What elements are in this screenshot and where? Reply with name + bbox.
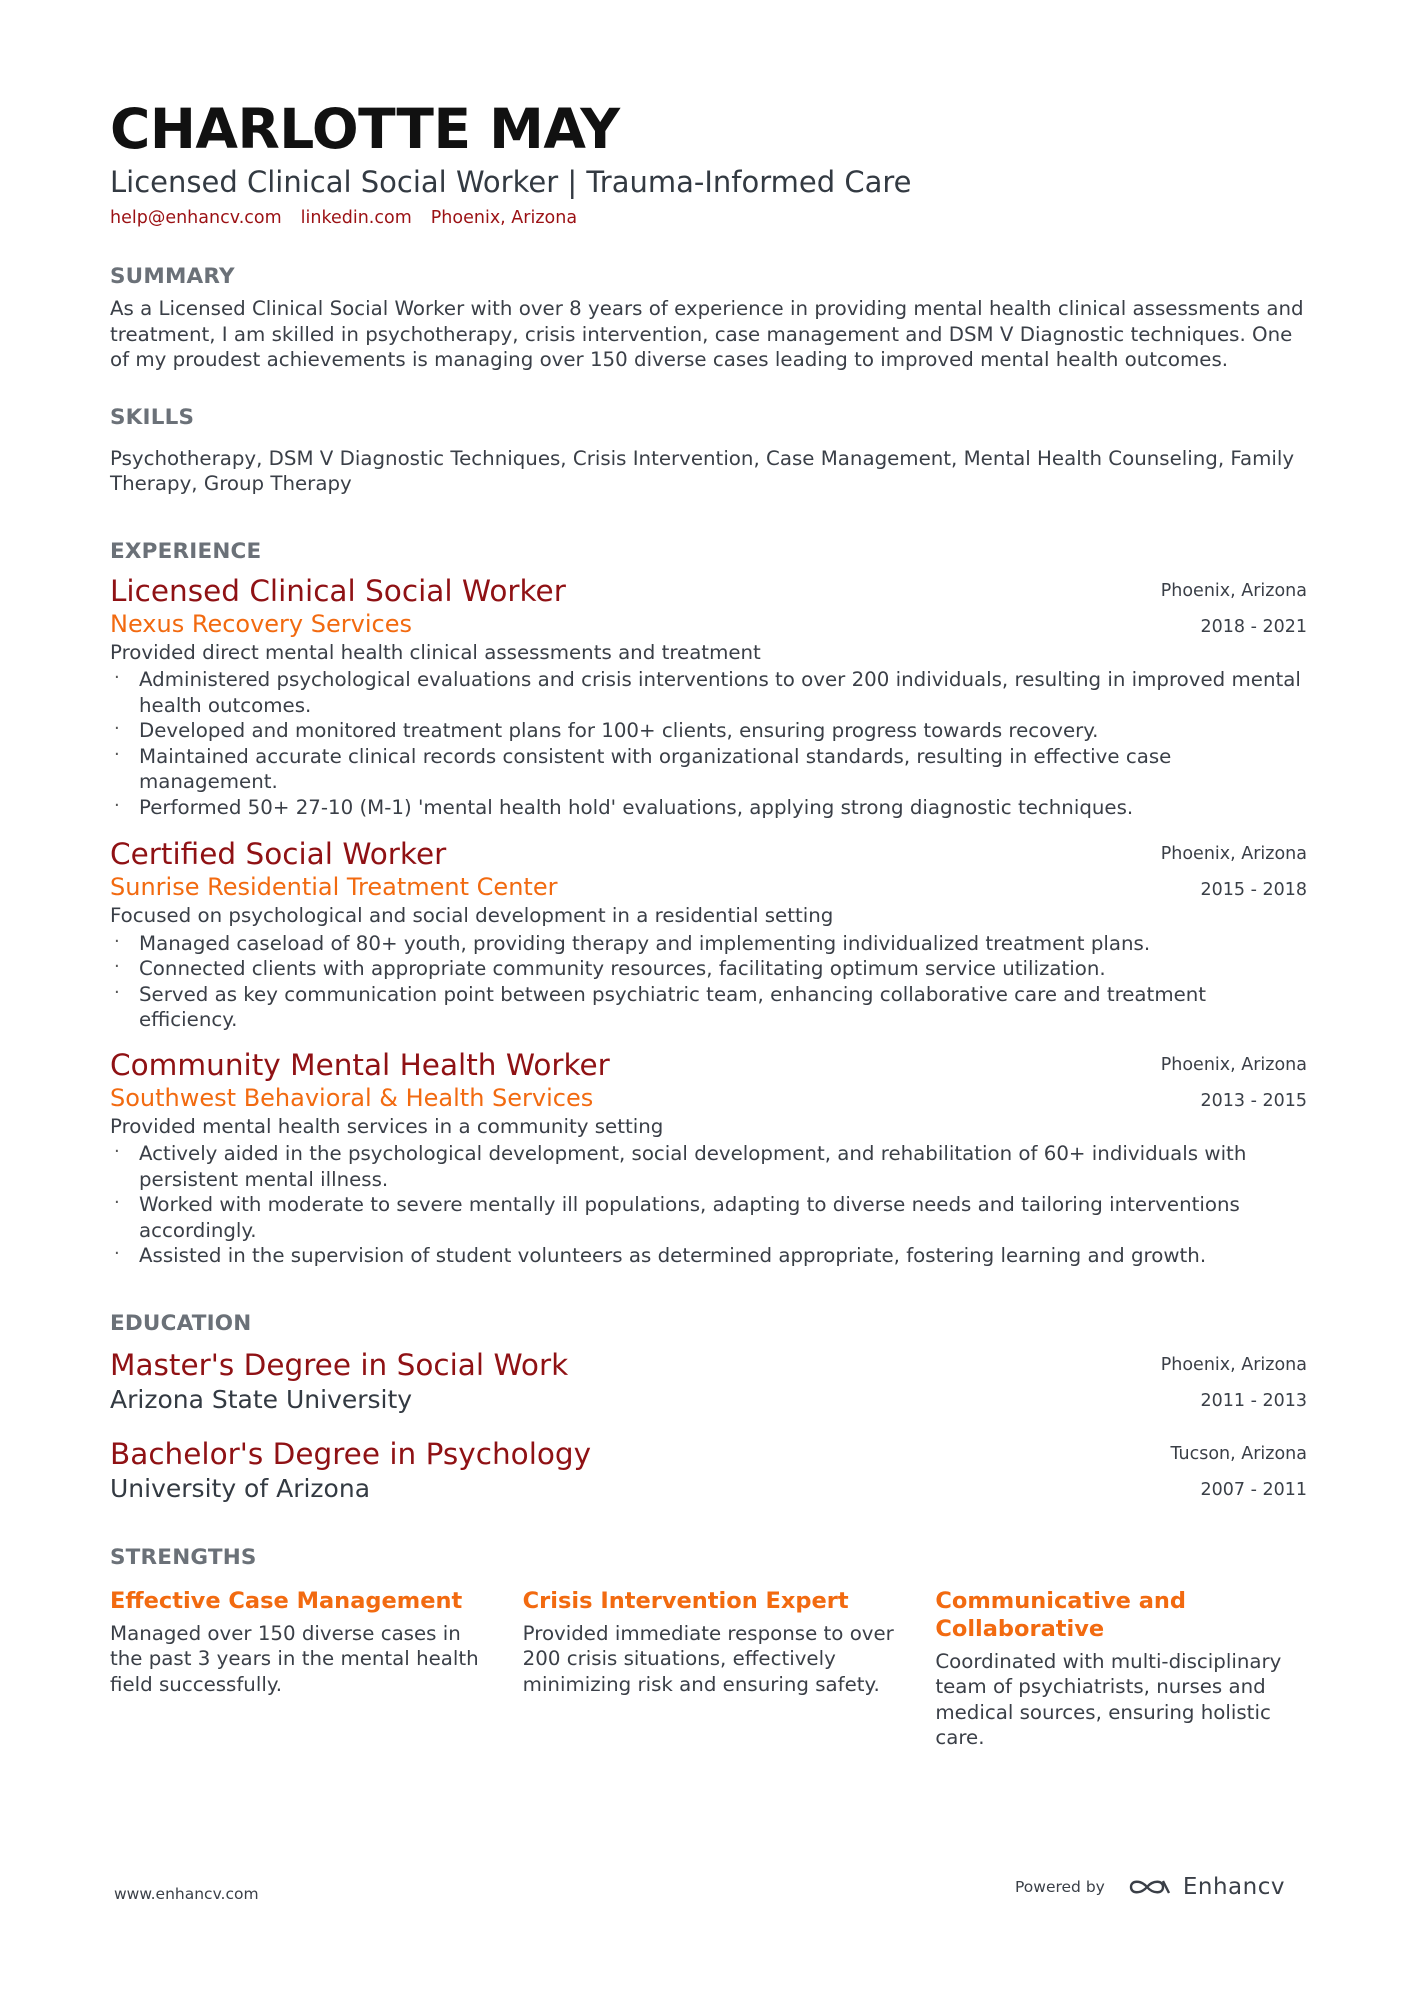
job-location: Phoenix, Arizona xyxy=(1160,580,1307,601)
experience-entry xyxy=(110,836,1307,1033)
job-dates: 2015 - 2018 xyxy=(1200,880,1307,900)
job-bullets xyxy=(110,667,1307,820)
bullet-item: · Administered psychological evaluations and crisis interventions to over 200 individuals, resulting in improved mental health outcomes. xyxy=(110,667,1307,718)
bullet-item: · Served as key communication point between psychiatric team, enhancing collaborative care and treatment efficiency. xyxy=(110,982,1307,1033)
education-section xyxy=(110,1309,1307,1505)
education-entry xyxy=(110,1347,1307,1416)
job-role: Licensed Clinical Social Worker xyxy=(110,573,566,608)
footer-branding xyxy=(1015,1874,1285,1900)
strength-text: Provided immediate response to over 200 crisis situations, effectively minimizing risk and ensuring safety. xyxy=(522,1621,894,1696)
bullet-item: · Assisted in the supervision of student volunteers as determined appropriate, fostering learning and growth. xyxy=(110,1243,1307,1269)
experience-entry xyxy=(110,573,1307,821)
job-company: Sunrise Residential Treatment Center xyxy=(110,873,558,901)
job-meta xyxy=(1161,1047,1307,1119)
job-company: Southwest Behavioral & Health Services xyxy=(110,1083,594,1112)
strength-text: Managed over 150 diverse cases in the past 3 years in the mental health field successfully. xyxy=(110,1621,479,1696)
bullet-item: · Developed and monitored treatment plans for 100+ clients, ensuring progress towards recovery. xyxy=(110,718,1307,744)
job-role: Community Mental Health Worker xyxy=(110,1047,610,1082)
education-dates: 2011 - 2013 xyxy=(1200,1390,1307,1411)
strength-card xyxy=(523,1587,895,1751)
job-meta xyxy=(1161,836,1307,908)
education-meta xyxy=(1170,1436,1307,1508)
strength-card xyxy=(110,1587,482,1751)
job-location: Phoenix, Arizona xyxy=(1160,1054,1307,1075)
strength-title: Crisis Intervention Expert xyxy=(522,1587,849,1614)
job-meta xyxy=(1161,573,1307,645)
job-bullets xyxy=(110,931,1307,1033)
job-location: Phoenix, Arizona xyxy=(1160,844,1307,864)
email-link[interactable]: help@enhancv.com xyxy=(110,208,282,228)
skills-section xyxy=(110,403,1307,497)
footer-website[interactable]: www.enhancv.com xyxy=(114,1885,259,1903)
location-text: Phoenix, Arizona xyxy=(430,208,578,228)
school-name: University of Arizona xyxy=(110,1473,371,1503)
job-bullets xyxy=(110,1141,1307,1269)
education-dates: 2007 - 2011 xyxy=(1200,1479,1307,1500)
bullet-item: · Managed caseload of 80+ youth, providing therapy and implementing individualized treatment plans. xyxy=(110,931,1307,957)
bullet-item: · Performed 50+ 27-10 (M-1) 'mental health hold' evaluations, applying strong diagnostic techniques. xyxy=(110,795,1307,821)
skills-heading: SKILLS xyxy=(110,404,195,430)
summary-heading: SUMMARY xyxy=(110,264,235,289)
brand-name: Enhancv xyxy=(1182,1874,1285,1900)
bullet-item: · Maintained accurate clinical records consistent with organizational standards, resulting in effective case management. xyxy=(110,744,1307,795)
school-name: Arizona State University xyxy=(110,1384,413,1414)
strengths-section xyxy=(110,1543,1307,1751)
education-entry xyxy=(110,1436,1307,1505)
strength-card xyxy=(935,1587,1307,1751)
skills-text: Psychotherapy, DSM V Diagnostic Techniques, Crisis Intervention, Case Management, Mental Health Counseling, Family Therapy, Group Therapy xyxy=(110,446,1295,495)
strengths-grid xyxy=(110,1587,1307,1751)
enhancv-logo-icon xyxy=(1127,1875,1173,1899)
candidate-name: CHARLOTTE MAY xyxy=(110,97,620,161)
strengths-heading: STRENGTHS xyxy=(110,1544,257,1570)
job-description: Provided mental health services in a community setting xyxy=(110,1114,664,1138)
education-meta xyxy=(1161,1347,1307,1419)
job-role: Certified Social Worker xyxy=(110,837,447,871)
job-dates: 2013 - 2015 xyxy=(1200,1090,1307,1111)
strength-title: Communicative and Collaborative xyxy=(935,1587,1187,1642)
job-description: Provided direct mental health clinical assessments and treatment xyxy=(110,640,761,664)
powered-by-text: Powered by xyxy=(1015,1878,1105,1896)
bullet-item: · Connected clients with appropriate community resources, facilitating optimum service utilization. xyxy=(110,956,1307,982)
resume-page xyxy=(110,95,1307,1751)
degree-title: Master's Degree in Social Work xyxy=(110,1347,569,1382)
bullet-item: · Actively aided in the psychological development, social development, and rehabilitation of 60+ individuals with persistent mental illness. xyxy=(110,1141,1307,1192)
summary-text: As a Licensed Clinical Social Worker with over 8 years of experience in providing mental health clinical assessments and treatment, I am skilled in psychotherapy, crisis intervention, case management and DSM V Diagnostic techniques. One of my proudest achievements is managing over 150 diverse cases leading to improved mental health outcomes. xyxy=(110,297,1304,371)
brand-logo[interactable] xyxy=(1127,1874,1285,1900)
summary-section xyxy=(110,262,1307,373)
strength-title: Effective Case Management xyxy=(110,1587,463,1614)
education-heading: EDUCATION xyxy=(110,1310,252,1336)
education-location: Phoenix, Arizona xyxy=(1160,1354,1307,1375)
contact-row xyxy=(110,206,1307,230)
job-dates: 2018 - 2021 xyxy=(1200,616,1307,637)
strength-text: Coordinated with multi-disciplinary team of psychiatrists, nurses and medical sources, ensuring holistic care. xyxy=(935,1649,1282,1749)
job-description: Focused on psychological and social development in a residential setting xyxy=(110,904,834,927)
linkedin-link[interactable]: linkedin.com xyxy=(300,208,412,228)
degree-title: Bachelor's Degree in Psychology xyxy=(110,1436,592,1471)
experience-heading: EXPERIENCE xyxy=(110,538,262,564)
education-location: Tucson, Arizona xyxy=(1170,1443,1307,1464)
bullet-item: · Worked with moderate to severe mentally ill populations, adapting to diverse needs and tailoring interventions accordingly. xyxy=(110,1192,1307,1243)
experience-entry xyxy=(110,1047,1307,1269)
experience-section xyxy=(110,537,1307,1269)
job-company: Nexus Recovery Services xyxy=(110,609,412,638)
candidate-title: Licensed Clinical Social Worker | Trauma-Informed Care xyxy=(110,165,912,199)
